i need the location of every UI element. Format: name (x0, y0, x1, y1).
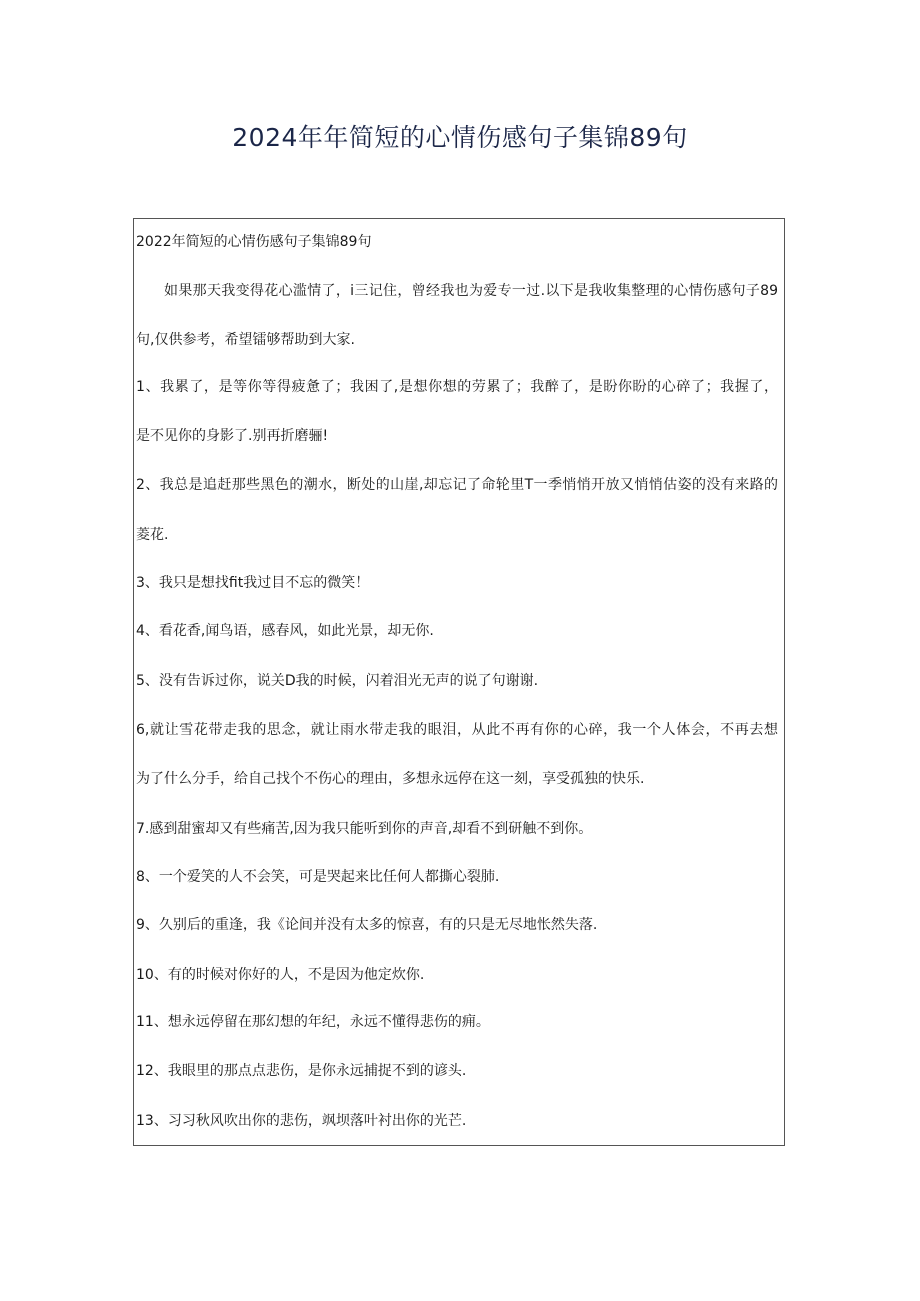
text-line: 6,就让雪花带走我的思念，就让雨水带走我的眼泪，从此不再有你的心碎，我一个人体会，不再去想 (136, 722, 778, 738)
text-line: 为了什么分手，给自己找个不伤心的理由，多想永远停在这一刻，享受孤独的快乐. (136, 771, 645, 787)
text-line: 3、我只是想找fit我过目不忘的微笑！ (136, 575, 370, 591)
document-title: 2024年年简短的心情伤感句子集锦89句 (232, 123, 688, 152)
text-line: 如果那天我变得花心滥情了，i三记住，曾经我也为爱专一过.以下是我收集整理的心情伤感句子89 (164, 283, 778, 299)
text-line: 是不见你的身影了.别再折磨骊! (136, 428, 329, 444)
text-line: 9、久别后的重逢，我《论间并没有太多的惊喜，有的只是无尽地怅然失落. (136, 917, 598, 933)
text-line: 11、想永远停留在那幻想的年纪，永远不懂得悲伤的痈。 (136, 1014, 490, 1030)
text-line: 5、没有告诉过你，说关D我的时候，闪着泪光无声的说了句谢谢. (136, 673, 539, 689)
text-line: 菱花. (136, 527, 169, 543)
text-line: 10、有的时候对你好的人，不是因为他定炊你. (136, 967, 425, 983)
text-line: 13、习习秋风吹出你的悲伤，飒坝落叶衬出你的光芒. (136, 1113, 467, 1129)
text-line: 12、我眼里的那点点悲伤，是你永远捕捉不到的谚头. (136, 1063, 467, 1079)
text-line: 7.感到甜蜜却又有些痛苦,因为我只能听到你的声音,却看不到研触不到你。 (136, 821, 593, 837)
text-line: 8、一个爱笑的人不会笑，可是哭起来比任何人都撕心裂肺. (136, 869, 500, 885)
content-box (133, 218, 785, 1146)
text-line: 句,仅供参考，希望镭够帮助到大家. (136, 332, 355, 348)
text-line: 1、我累了，是等你等得疲惫了；我困了,是想你想的劳累了；我醉了，是盼你盼的心碎了；我握了， (136, 379, 778, 395)
text-line: 4、看花香,闻鸟语，感春风，如此光景，却无你. (136, 623, 434, 639)
text-line: 2、我总是追赶那些黑色的潮水，断处的山崖,却忘记了命轮里T一季悄悄开放又悄悄估姿的没有来路的 (136, 477, 778, 493)
text-line: 2022年简短的心情伤感句子集锦89句 (136, 234, 372, 250)
